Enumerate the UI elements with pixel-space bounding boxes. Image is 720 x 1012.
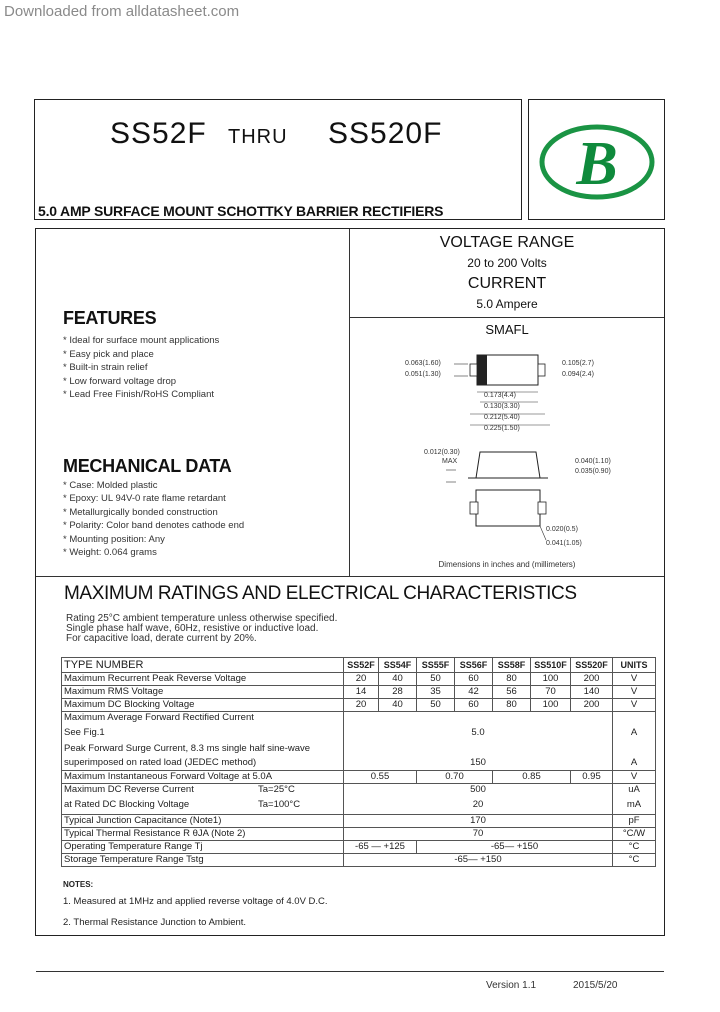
note-1: 1. Measured at 1MHz and applied reverse voltage of 4.0V D.C. (63, 896, 328, 907)
title-box (34, 99, 522, 220)
table-row (62, 673, 656, 686)
section-divider (36, 576, 664, 577)
cell: 80 (493, 673, 531, 686)
features-item: * Lead Free Finish/RoHS Compliant (63, 389, 215, 400)
mechanical-item: * Metallurgically bonded construction (63, 507, 218, 518)
features-title: FEATURES (63, 308, 157, 328)
rating-condition: For capacitive load, derate current by 20%. (66, 633, 257, 644)
logo (538, 122, 656, 202)
mechanical-title: MECHANICAL DATA (63, 456, 232, 476)
model-header: SS56F (455, 658, 493, 673)
row-label: Maximum Recurrent Peak Reverse Voltage (62, 673, 344, 686)
cell: -65 — +125 (344, 841, 417, 854)
cell: 50 (417, 673, 455, 686)
row-label: Peak Forward Surge Current, 8.3 ms single half sine-wave (62, 742, 344, 756)
cell: -65— +150 (417, 841, 613, 854)
row-label: Maximum Average Forward Rectified Current (62, 712, 344, 725)
cell: -65— +150 (344, 854, 613, 867)
row-label-text: at Rated DC Blocking Voltage (64, 799, 190, 810)
cell: 14 (344, 686, 379, 699)
unit-cell: V (613, 771, 656, 784)
mechanical-item: * Case: Molded plastic (63, 480, 158, 491)
rating-condition: Single phase half wave, 60Hz, resistive or inductive load. (66, 623, 319, 634)
voltage-range-value: 20 to 200 Volts (467, 256, 547, 270)
cell: 56 (493, 686, 531, 699)
row-label: superimposed on rated load (JEDEC method) (62, 756, 344, 771)
cell: 60 (455, 673, 493, 686)
unit-cell: °C (613, 841, 656, 854)
model-header: SS58F (493, 658, 531, 673)
mechanical-item: * Weight: 0.064 grams (63, 547, 157, 558)
current-value: 5.0 Ampere (476, 297, 538, 311)
features-item: * Ideal for surface mount applications (63, 335, 220, 346)
row-label: Typical Junction Capacitance (Note1) (62, 815, 344, 828)
unit-cell: uA (613, 784, 656, 797)
cell: 0.95 (571, 771, 613, 784)
current-label: CURRENT (467, 275, 547, 292)
row-label: Operating Temperature Range Tj (62, 841, 344, 854)
table-row (62, 815, 656, 828)
cell: 60 (455, 699, 493, 712)
row-label: Maximum RMS Voltage (62, 686, 344, 699)
dim-11: 0.040(1.10) (575, 458, 611, 465)
thru-label: THRU (228, 126, 288, 148)
footer-date: 2015/5/20 (573, 980, 618, 991)
dim-1: 0.063(1.60) (405, 360, 441, 367)
notes-title: NOTES: (63, 880, 94, 889)
part-from: SS52F (110, 117, 207, 150)
max-ratings-title: MAXIMUM RATINGS AND ELECTRICAL CHARACTERISTICS (64, 583, 577, 604)
cell: 42 (455, 686, 493, 699)
unit-cell (613, 712, 656, 725)
cell: 0.85 (493, 771, 571, 784)
mechanical-item: * Mounting position: Any (63, 534, 165, 545)
cell: 20 (344, 796, 613, 815)
unit-cell: V (613, 699, 656, 712)
dim-9: 0.012(0.30) (424, 449, 460, 456)
table-row (62, 771, 656, 784)
type-number-label: TYPE NUMBER (62, 658, 344, 673)
dim-6: 0.130(3.30) (484, 403, 520, 410)
package-name: SMAFL (485, 322, 529, 337)
row-label-text: Maximum DC Reverse Current (64, 784, 194, 795)
unit-cell: A (613, 756, 656, 771)
watermark: Downloaded from alldatasheet.com (4, 3, 240, 20)
footer-version: Version 1.1 (486, 980, 537, 991)
cell: 150 (344, 756, 613, 771)
cell: 170 (344, 815, 613, 828)
features-item: * Low forward voltage drop (63, 376, 177, 387)
dim-8: 0.225(1.50) (484, 425, 520, 432)
note-2: 2. Thermal Resistance Junction to Ambient. (63, 917, 247, 928)
dim-2: 0.051(1.30) (405, 371, 441, 378)
table-row (62, 796, 656, 815)
cell: 40 (379, 699, 417, 712)
model-header: SS510F (531, 658, 571, 673)
ratings-divider (350, 317, 664, 318)
table-row (62, 756, 656, 771)
voltage-range-label: VOLTAGE RANGE (439, 234, 575, 251)
cell: 50 (417, 699, 455, 712)
table-row (62, 724, 656, 742)
dim-10: MAX (442, 458, 458, 465)
table-row (62, 712, 656, 725)
row-label: Maximum DC Blocking Voltage (62, 699, 344, 712)
row-label: Storage Temperature Range Tstg (62, 854, 344, 867)
model-header: SS52F (344, 658, 379, 673)
row-label: Typical Thermal Resistance R θJA (Note 2) (62, 828, 344, 841)
cell: 28 (379, 686, 417, 699)
cell: 100 (531, 673, 571, 686)
dim-13: 0.020(0.5) (546, 526, 578, 533)
cell (344, 742, 613, 756)
table-row (62, 699, 656, 712)
features-item: * Built-in strain relief (63, 362, 148, 373)
row-condition: Ta=100°C (258, 799, 301, 810)
table-row (62, 841, 656, 854)
unit-cell: °C (613, 854, 656, 867)
row-condition: Ta=25°C (258, 784, 295, 795)
cell: 20 (344, 699, 379, 712)
unit-cell (613, 742, 656, 756)
dim-14: 0.041(1.05) (546, 540, 582, 547)
cell: 5.0 (344, 724, 613, 742)
cell: 20 (344, 673, 379, 686)
dim-4: 0.094(2.4) (562, 371, 594, 378)
cell (344, 712, 613, 725)
part-to: SS520F (328, 117, 443, 150)
unit-cell: V (613, 686, 656, 699)
table-row (62, 828, 656, 841)
cell: 35 (417, 686, 455, 699)
table-row (62, 742, 656, 756)
cell: 40 (379, 673, 417, 686)
model-header: SS520F (571, 658, 613, 673)
cell: 500 (344, 784, 613, 797)
logo-letter: B (576, 130, 618, 198)
table-header-row (62, 658, 656, 673)
cell: 70 (344, 828, 613, 841)
unit-cell: V (613, 673, 656, 686)
cell: 80 (493, 699, 531, 712)
row-label (62, 784, 344, 797)
mechanical-item: * Polarity: Color band denotes cathode end (63, 520, 245, 531)
cell: 200 (571, 673, 613, 686)
dim-7: 0.212(5.40) (484, 414, 520, 421)
unit-cell: °C/W (613, 828, 656, 841)
subtitle: 5.0 AMP SURFACE MOUNT SCHOTTKY BARRIER RECTIFIERS (38, 203, 444, 219)
features-item: * Easy pick and place (63, 349, 154, 360)
cell: 140 (571, 686, 613, 699)
unit-cell: A (613, 724, 656, 742)
table-row (62, 854, 656, 867)
footer-rule (36, 971, 664, 972)
unit-cell: pF (613, 815, 656, 828)
model-header: SS55F (417, 658, 455, 673)
unit-cell: mA (613, 796, 656, 815)
spec-table (61, 657, 656, 867)
cell: 0.55 (344, 771, 417, 784)
row-label (62, 796, 344, 815)
dim-12: 0.035(0.90) (575, 468, 611, 475)
row-label: Maximum Instantaneous Forward Voltage at 5.0A (62, 771, 344, 784)
units-header: UNITS (613, 658, 656, 673)
model-header: SS54F (379, 658, 417, 673)
dim-3: 0.105(2.7) (562, 360, 594, 367)
cell: 0.70 (417, 771, 493, 784)
cell: 200 (571, 699, 613, 712)
table-row (62, 784, 656, 797)
rating-condition: Rating 25°C ambient temperature unless otherwise specified. (66, 613, 338, 624)
row-label: See Fig.1 (62, 724, 344, 742)
cell: 70 (531, 686, 571, 699)
table-row (62, 686, 656, 699)
dimensions-caption: Dimensions in inches and (millimeters) (438, 560, 576, 569)
cell: 100 (531, 699, 571, 712)
mechanical-item: * Epoxy: UL 94V-0 rate flame retardant (63, 493, 226, 504)
dim-5: 0.173(4.4) (484, 392, 516, 399)
